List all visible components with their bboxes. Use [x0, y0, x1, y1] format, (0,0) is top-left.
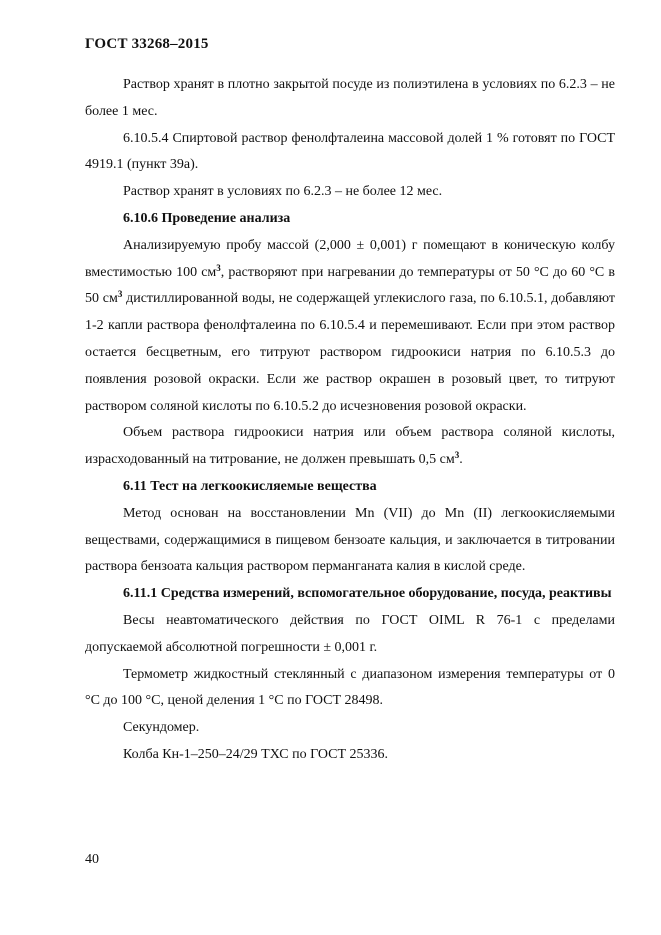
superscript-cubic: 3 — [454, 450, 460, 461]
page-number: 40 — [85, 852, 99, 867]
paragraph-storage-polyethylene: Раствор хранят в плотно закрытой посуде из полиэтилена в условиях по 6.2.3 – не более 1 мес. — [85, 77, 615, 119]
text-fragment: , растворяют при нагревании до температуры от 50 °С до 60 °С в 50 см — [85, 264, 615, 307]
paragraph-method-description: Метод основан на восстановлении Mn (VII) до Mn (II) легкоокисляемыми веществами, содержащимися в пищевом бензоате кальция, и заключается в титровании раствора бензоата кальция раствором перманганата калия в кислой среде. — [85, 505, 615, 575]
superscript-cubic: 3 — [216, 262, 221, 273]
paragraph-storage-12-months: Раствор хранят в условиях по 6.2.3 – не более 12 мес. — [123, 184, 443, 200]
section-heading-6-10-6: 6.10.6 Проведение анализа — [123, 210, 291, 226]
paragraph-6-10-5-4: 6.10.5.4 Спиртовой раствор фенолфталеина массовой долей 1 % готовят по ГОСТ 4919.1 (пункт 39а). — [85, 130, 615, 173]
superscript-cubic: 3 — [117, 289, 123, 300]
text-fragment: . — [459, 452, 463, 468]
paragraph-stopwatch: Секундомер. — [123, 720, 200, 736]
paragraph-analysis-procedure — [85, 233, 615, 421]
paragraph-scales: Весы неавтоматического действия по ГОСТ OIML R 76-1 с пределами допускаемой абсолютной погрешности ± 0,001 г. — [85, 612, 615, 655]
text-fragment: Анализируемую пробу массой (2,000 ± 0,001) г помещают в коническую колбу вместимостью 100 см — [85, 237, 615, 280]
paragraph-flask: Колба Кн-1–250–24/29 ТХС по ГОСТ 25336. — [123, 746, 389, 762]
document-body — [85, 72, 615, 769]
section-heading-6-11: 6.11 Тест на легкоокисляемые вещества — [123, 478, 377, 494]
text-fragment: Объем раствора гидроокиси натрия или объем раствора соляной кислоты, израсходованный на титрование, не должен превышать 0,5 см — [85, 425, 615, 468]
paragraph-thermometer: Термометр жидкостный стеклянный с диапазоном измерения температуры от 0 °С до 100 °С, ценой деления 1 °С по ГОСТ 28498. — [85, 666, 615, 709]
paragraph-titration-volume — [85, 420, 615, 474]
section-heading-6-11-1: 6.11.1 Средства измерений, вспомогательное оборудование, посуда, реактивы — [123, 586, 612, 602]
text-fragment: дистиллированной воды, не содержащей углекислого газа, по 6.10.5.1, добавляют 1-2 капли раствора фенолфталеина по 6.10.5.4 и перемешивают. Если при этом раствор остается бесцветным, его титруют раствором гидроокиси натрия по 6.10.5.3 до появления розовой окраски. Если же раствор окрашен в розовый цвет, то титруют раствором соляной кислоты по 6.10.5.2 до исчезновения розовой окраски. — [85, 291, 615, 414]
standard-header: ГОСТ 33268–2015 — [85, 36, 209, 52]
